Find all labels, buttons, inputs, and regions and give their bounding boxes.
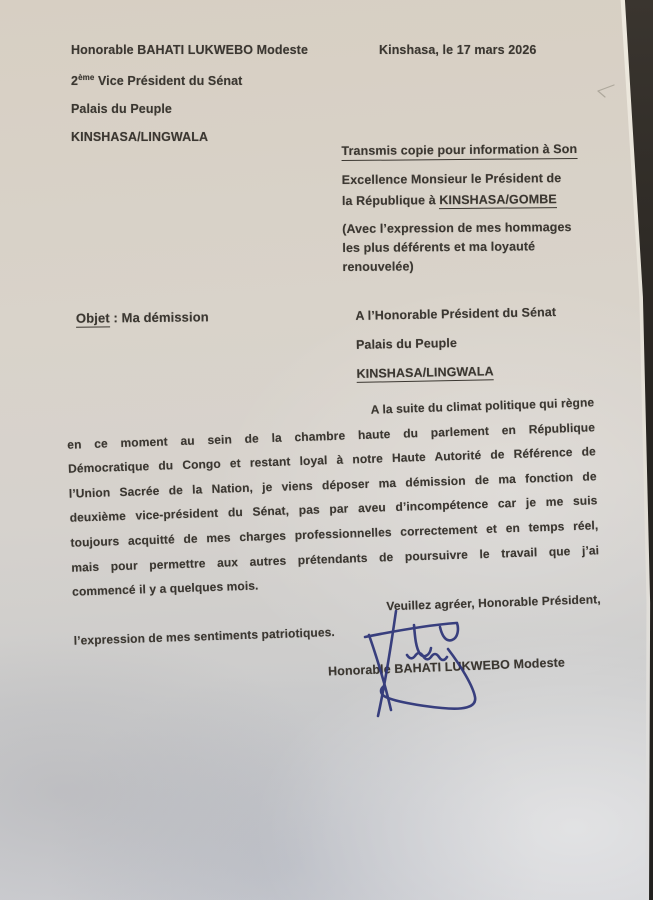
- body-line: toujours acquitté de mes charges professionnelles correctement et en temps réel,: [70, 518, 599, 550]
- recipient-line2: Palais du Peuple: [355, 335, 458, 352]
- subject-label: Objet: [75, 310, 110, 326]
- recipient-block: [355, 298, 557, 389]
- body-line: deuxième vice-président du Sénat, pas par aveu d’incompétence car je me suis: [69, 493, 598, 526]
- body-line: l’Union Sacrée de la Nation, je viens déposer ma démission de ma fonction de: [68, 469, 597, 501]
- recipient-city: KINSHASA/LINGWALA: [356, 364, 494, 381]
- copy-note-line2: Excellence Monsieur le Président de: [341, 171, 562, 188]
- date-line: Kinshasa, le 17 mars 2026: [379, 43, 537, 57]
- sender-name: Honorable BAHATI LUKWEBO Modeste: [71, 43, 308, 57]
- crease-stroke: [598, 91, 605, 97]
- copy-note-parenthetical2: les plus déférents et ma loyauté: [342, 239, 536, 256]
- handwritten-signature: [360, 604, 502, 726]
- copy-note-line3: [342, 189, 578, 212]
- sender-address2: KINSHASA/LINGWALA: [71, 130, 209, 145]
- sender-title-number: 2: [71, 74, 79, 89]
- signatory-name: Honorable BAHATI LUKWEBO Modeste: [327, 655, 566, 679]
- closing-line1: Veuillez agréer, Honorable Président,: [386, 591, 601, 614]
- crease-stroke: [598, 85, 614, 91]
- sender-title-ordinal: ème: [78, 73, 95, 82]
- body-line: Démocratique du Congo et restant loyal à notre Haute Autorité de Référence de: [67, 444, 597, 476]
- subject-value: : Ma démission: [109, 309, 209, 326]
- sender-title: [71, 64, 308, 95]
- sender-block: [71, 36, 308, 151]
- copy-note-line1-text: Transmis copie pour information à Son: [341, 142, 577, 161]
- recipient-line1: A l’Honorable Président du Sénat: [355, 305, 557, 323]
- copy-note-line1: [341, 142, 577, 159]
- paper-right-edge: [617, 0, 653, 900]
- sender-title-rest: Vice Président du Sénat: [94, 74, 243, 89]
- copy-note-parenthetical3: renouvelée): [342, 259, 414, 275]
- body-line: en ce moment au sein de la chambre haute du parlement en République: [67, 419, 596, 452]
- body-line: commencé il y a quelques mois.: [71, 578, 259, 599]
- copy-note-block: [341, 142, 578, 277]
- copy-note-city: KINSHASA/GOMBE: [439, 192, 557, 208]
- closing-line2: l’expression de mes sentiments patriotiques.: [73, 625, 336, 649]
- copy-note-line3-prefix: la République à: [341, 193, 440, 209]
- recipient-line3: [356, 356, 557, 389]
- subject-line: [76, 309, 209, 325]
- signature-stroke: [414, 625, 431, 656]
- body-line: mais pour permettre aux autres prétendants de poursuivre le travail que j’ai: [71, 542, 600, 575]
- copy-note-parenthetical1: (Avec l’expression de mes hommages: [342, 220, 572, 237]
- body-line: A la suite du climat politique qui règne: [370, 395, 595, 417]
- sender-address1: Palais du Peuple: [71, 102, 172, 117]
- signature-stroke: [440, 623, 458, 640]
- body-paragraph: [66, 390, 602, 653]
